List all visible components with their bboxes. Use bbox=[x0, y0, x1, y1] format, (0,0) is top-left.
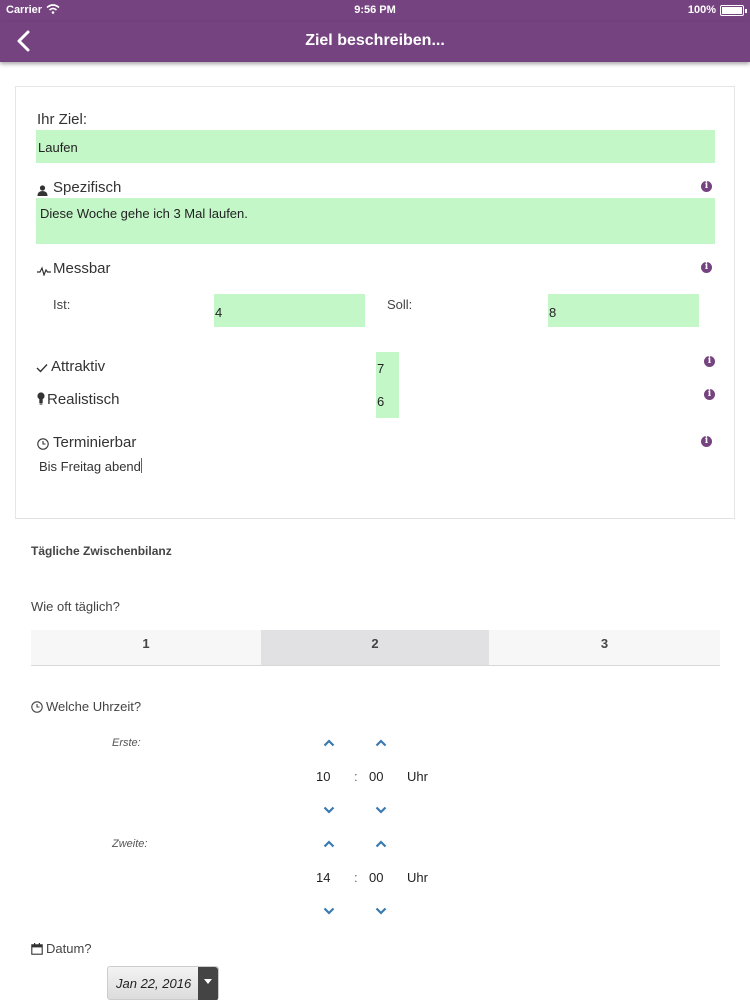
first-time-label: Erste: bbox=[112, 737, 141, 749]
goal-label: Ihr Ziel: bbox=[37, 111, 88, 128]
carrier-label: Carrier bbox=[6, 4, 43, 16]
how-often-label: Wie oft täglich? bbox=[31, 599, 120, 614]
first-unit-label: Uhr bbox=[407, 769, 428, 784]
ist-input[interactable] bbox=[214, 294, 365, 327]
hour-down-chevron-icon[interactable] bbox=[323, 806, 335, 814]
realistic-input-value: 6 bbox=[377, 394, 385, 409]
minute-up-chevron-icon[interactable] bbox=[375, 840, 387, 848]
timebound-input-value: Bis Freitag abend bbox=[39, 459, 141, 474]
time-label: Welche Uhrzeit? bbox=[46, 699, 142, 714]
frequency-option-2[interactable]: 2 bbox=[261, 630, 489, 665]
info-icon[interactable]: i bbox=[704, 389, 715, 400]
attractive-input-value: 7 bbox=[377, 361, 385, 376]
clock: 9:56 PM bbox=[354, 4, 396, 16]
info-icon[interactable]: i bbox=[701, 262, 712, 273]
realistic-label: Realistisch bbox=[47, 391, 120, 408]
date-label: Datum? bbox=[46, 941, 92, 956]
section-divider bbox=[15, 518, 735, 519]
minute-down-chevron-icon[interactable] bbox=[375, 806, 387, 814]
date-value: Jan 22, 2016 bbox=[116, 976, 192, 991]
second-unit-label: Uhr bbox=[407, 870, 428, 885]
frequency-option-3[interactable]: 3 bbox=[489, 630, 720, 665]
attractive-input[interactable] bbox=[376, 352, 399, 385]
frequency-segmented-control bbox=[31, 630, 720, 666]
hour-up-chevron-icon[interactable] bbox=[323, 840, 335, 848]
soll-label: Soll: bbox=[387, 297, 413, 312]
first-minute-value[interactable]: 00 bbox=[369, 769, 384, 784]
specific-label: Spezifisch bbox=[53, 179, 122, 196]
daily-section-title: Tägliche Zwischenbilanz bbox=[31, 544, 172, 558]
minute-down-chevron-icon[interactable] bbox=[375, 907, 387, 915]
frequency-option-1[interactable]: 1 bbox=[31, 630, 261, 665]
info-icon[interactable]: i bbox=[701, 436, 712, 447]
dropdown-arrow-icon bbox=[198, 967, 218, 1000]
navigation-bar bbox=[0, 22, 750, 62]
second-minute-value[interactable]: 00 bbox=[369, 870, 384, 885]
timebound-label: Terminierbar bbox=[53, 434, 137, 451]
battery-icon bbox=[720, 5, 744, 16]
lightbulb-icon bbox=[37, 392, 45, 410]
second-hour-value[interactable]: 14 bbox=[316, 870, 331, 885]
time-separator: : bbox=[354, 769, 358, 784]
page-title: Ziel beschreiben... bbox=[305, 32, 445, 49]
checkmark-icon bbox=[36, 360, 48, 378]
time-separator: : bbox=[354, 870, 358, 885]
date-picker-button[interactable] bbox=[107, 966, 219, 1000]
second-time-label: Zweite: bbox=[112, 838, 148, 850]
ist-input-value: 4 bbox=[215, 305, 223, 320]
text-cursor bbox=[141, 458, 142, 473]
hour-up-chevron-icon[interactable] bbox=[323, 739, 335, 747]
clock-icon bbox=[31, 700, 43, 718]
attractive-label: Attraktiv bbox=[51, 358, 106, 375]
status-bar bbox=[0, 0, 750, 22]
battery-percent: 100% bbox=[687, 4, 716, 16]
goal-input-value: Laufen bbox=[38, 140, 78, 155]
realistic-input[interactable] bbox=[376, 385, 399, 418]
hour-down-chevron-icon[interactable] bbox=[323, 907, 335, 915]
soll-input[interactable] bbox=[548, 294, 699, 327]
info-icon[interactable]: i bbox=[704, 356, 715, 367]
calendar-icon bbox=[31, 942, 43, 960]
first-hour-value[interactable]: 10 bbox=[316, 769, 331, 784]
measurable-label: Messbar bbox=[53, 260, 111, 277]
specific-input-value: Diese Woche gehe ich 3 Mal laufen. bbox=[40, 206, 248, 221]
timebound-input[interactable] bbox=[39, 458, 699, 478]
pulse-icon bbox=[37, 263, 51, 281]
ist-label: Ist: bbox=[53, 297, 71, 312]
goal-card bbox=[15, 86, 735, 519]
specific-input[interactable] bbox=[36, 198, 715, 244]
minute-up-chevron-icon[interactable] bbox=[375, 739, 387, 747]
goal-input[interactable] bbox=[36, 130, 715, 163]
soll-input-value: 8 bbox=[549, 305, 557, 320]
info-icon[interactable]: i bbox=[701, 181, 712, 192]
clock-icon bbox=[37, 437, 49, 455]
